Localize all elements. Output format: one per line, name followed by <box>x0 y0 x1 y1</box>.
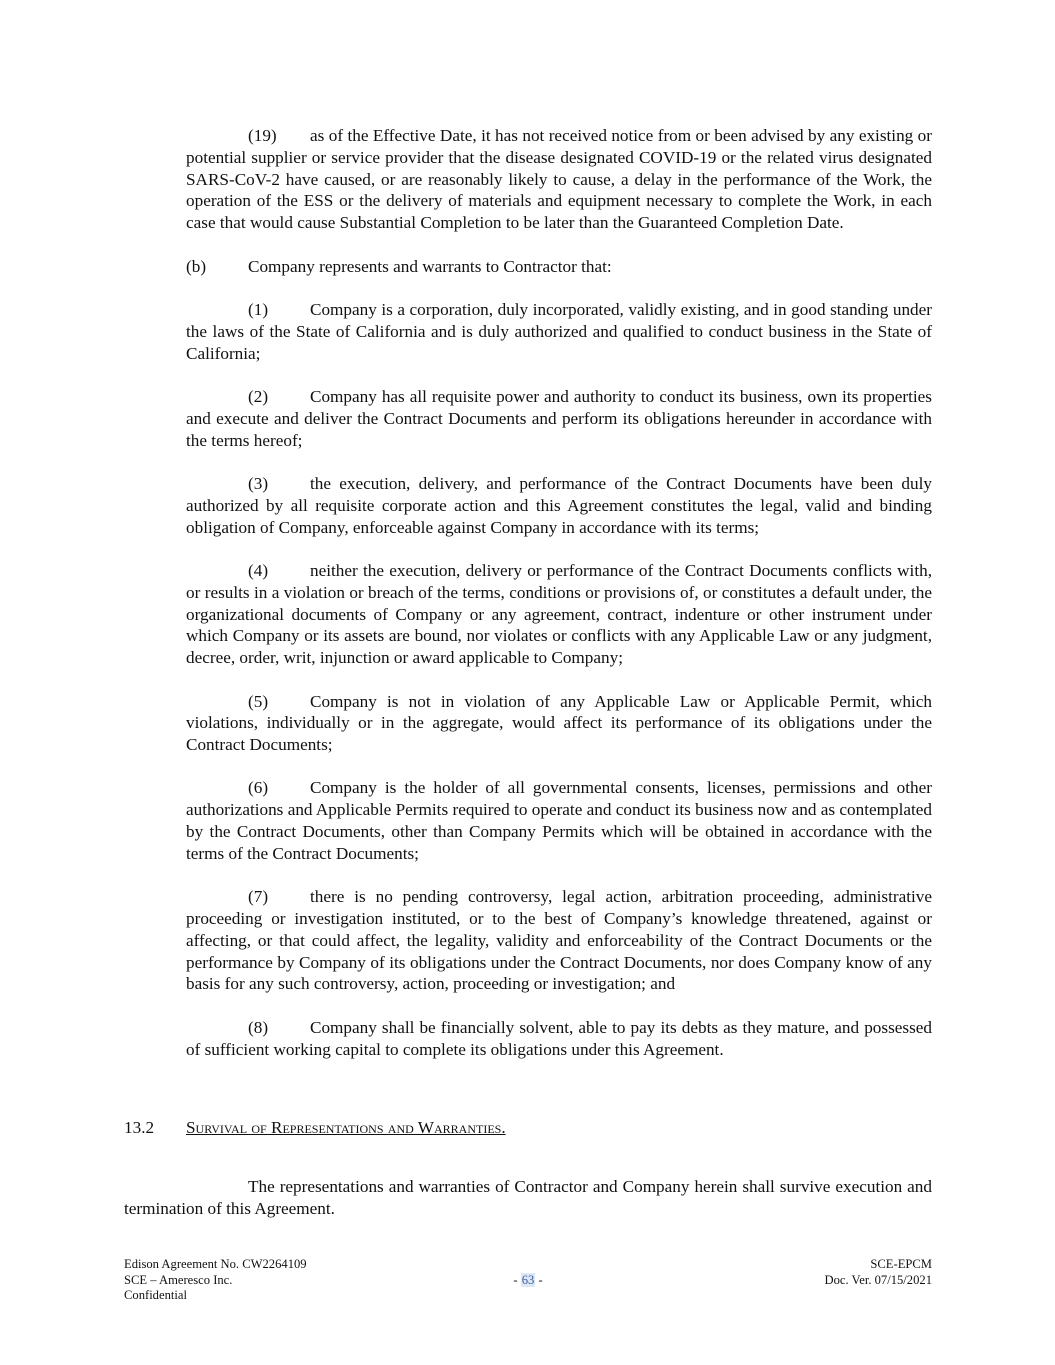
doc-code: SCE-EPCM <box>870 1257 932 1271</box>
page-number-suffix: - <box>535 1272 543 1287</box>
clause-number: (5) <box>248 691 269 711</box>
clause-b-8 <box>186 1017 932 1061</box>
clause-number: (1) <box>248 299 269 319</box>
clause-number: (6) <box>248 778 269 798</box>
agreement-number: Edison Agreement No. CW2264109 <box>124 1257 307 1271</box>
section-number: 13.2 <box>124 1118 155 1137</box>
section-title: Survival of Representations and Warranties. <box>186 1118 506 1137</box>
footer-right <box>824 1257 932 1288</box>
clause-text: Company is the holder of all governmental consents, licenses, permissions and other authorizations and Applicable Permits required to operate and conduct its business now and as contemplated by the Contract Documents, other than Company Permits which will be obtained in accordance with the terms of the Contract Documents; <box>186 778 932 863</box>
clause-number: (2) <box>248 386 269 406</box>
clause-text: Company shall be financially solvent, able to pay its debts as they mature, and possessed of sufficient working capital to complete its obligations under this Agreement. <box>186 1017 932 1059</box>
clause-b-6 <box>186 777 932 864</box>
clause-text: neither the execution, delivery or performance of the Contract Documents conflicts with, or results in a violation or breach of the terms, conditions or provisions of, or constitutes a default under, the organizational documents of Company or any agreement, contract, indenture or other instrument under which Company or its assets are bound, nor violates or conflicts with any Applicable Law or any judgment, decree, order, writ, injunction or award applicable to Company; <box>186 560 932 668</box>
doc-version: Doc. Ver. 07/15/2021 <box>824 1272 932 1287</box>
clause-text: the execution, delivery, and performance of the Contract Documents have been duly authorized by all requisite corporate action and this Agreement constitutes the legal, valid and binding obligation of Company, enforceable against Company in accordance with its terms; <box>186 473 932 537</box>
clause-text: Company is not in violation of any Applicable Law or Applicable Permit, which violations, individually or in the aggregate, would affect its performance of its obligations under the Contract Documents; <box>186 691 932 755</box>
section-text: Company represents and warrants to Contractor that: <box>248 256 612 276</box>
clause-number: (3) <box>248 473 269 493</box>
clause-number: (8) <box>248 1017 269 1037</box>
section-heading-13-2 <box>124 1117 506 1139</box>
clause-number: (19) <box>248 126 277 145</box>
confidential-label: Confidential <box>124 1288 187 1302</box>
clause-b-4 <box>186 560 932 669</box>
clause-text: there is no pending controversy, legal action, arbitration proceeding, administrative proceeding or investigation instituted, or to the best of Company’s knowledge threatened, against or affecting, or that could affect, the legality, validity and enforceability of the Contract Documents or the performance by Company of its obligations under the Contract Documents, nor does Company know of any basis for any such controversy, action, proceeding or investigation; and <box>186 887 932 994</box>
clause-text: Company has all requisite power and authority to conduct its business, own its properties and execute and deliver the Contract Documents and perform its obligations hereunder in accordance with the terms hereof; <box>186 386 932 450</box>
clause-b-7 <box>186 886 932 995</box>
document-body <box>186 125 932 1082</box>
clause-number: (4) <box>248 560 269 580</box>
clause-b-2 <box>186 386 932 451</box>
parties: SCE – Ameresco Inc. <box>124 1272 233 1287</box>
clause-text: as of the Effective Date, it has not received notice from or been advised by any existing or potential supplier or service provider that the disease designated COVID-19 or the related virus designated SARS-CoV-2 have caused, or are reasonably likely to cause, a delay in the performance of the Work, the operation of the ESS or the delivery of materials and equipment necessary to complete the Work, in each case that would cause Substantial Completion to be later than the Guaranteed Completion Date. <box>186 126 932 233</box>
page-number-block <box>124 1273 932 1289</box>
clause-text: Company is a corporation, duly incorporated, validly existing, and in good standing under the laws of the State of California and is duly authorized and qualified to conduct business in the State of California; <box>186 299 932 363</box>
page-number-prefix: - <box>513 1272 521 1287</box>
clause-a-19 <box>186 125 932 234</box>
section-number: (b) <box>186 256 207 276</box>
clause-number: (7) <box>248 887 269 907</box>
clause-b-3 <box>186 473 932 538</box>
section-13-2-text: The representations and warranties of Contractor and Company herein shall survive execution and termination of this Agreement. <box>124 1177 932 1218</box>
page-number: 63 <box>521 1272 535 1287</box>
section-b-intro <box>186 256 932 278</box>
clause-b-1 <box>186 299 932 364</box>
clause-b-5 <box>186 691 932 756</box>
